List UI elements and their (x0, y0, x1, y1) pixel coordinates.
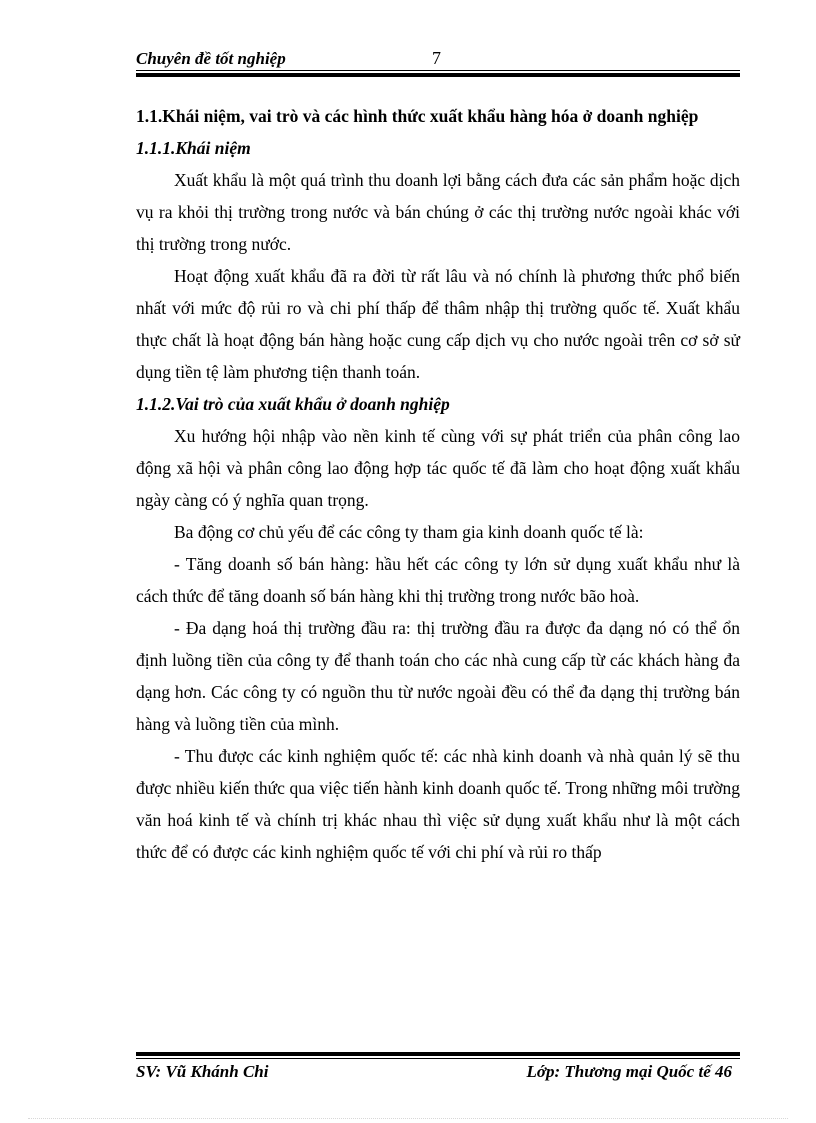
page-number: 7 (432, 48, 441, 68)
bullet-paragraph: - Tăng doanh số bán hàng: hầu hết các công ty lớn sử dụng xuất khẩu như là cách thức để tăng doanh số bán hàng khi thị trường trong nước bão hoà. (136, 554, 740, 606)
header-title: Chuyên đề tốt nghiệp (136, 49, 286, 68)
header-rule-thick (136, 73, 740, 77)
header-rule-thin (136, 70, 740, 71)
footer-rule-thin (136, 1058, 740, 1059)
paragraph: Xu hướng hội nhập vào nền kinh tế cùng với sự phát triển của phân công lao động xã hội và phân công lao động hợp tác quốc tế đã làm cho hoạt động xuất khẩu ngày càng có ý nghĩa quan trọng. (136, 426, 740, 510)
paragraph: Ba động cơ chủ yếu để các công ty tham gia kinh doanh quốc tế là: (174, 522, 644, 542)
page-header (136, 48, 740, 70)
paragraph: Hoạt động xuất khẩu đã ra đời từ rất lâu và nó chính là phương thức phổ biến nhất với mức độ rủi ro và chi phí thấp để thâm nhập thị trường quốc tế. Xuất khẩu thực chất là hoạt động bán hàng hoặc cung cấp dịch vụ cho nước ngoài trên cơ sở sử dụng tiền tệ làm phương tiện thanh toán. (136, 266, 740, 382)
page-bottom-dotted-border (28, 1118, 788, 1119)
subsection-heading-role: 1.1.2.Vai trò của xuất khẩu ở doanh nghiệp (136, 394, 450, 414)
section-heading: 1.1.Khái niệm, vai trò và các hình thức xuất khẩu hàng hóa ở doanh nghiệp (136, 106, 699, 126)
subsection-heading-concept: 1.1.1.Khái niệm (136, 138, 251, 158)
footer-class: Lớp: Thương mại Quốc tế 46 (526, 1062, 732, 1081)
page-body (136, 100, 740, 868)
footer-student: SV: Vũ Khánh Chi (136, 1062, 269, 1081)
bullet-paragraph: - Đa dạng hoá thị trường đầu ra: thị trường đầu ra được đa dạng nó có thể ổn định luồng tiền của công ty để thanh toán cho các nhà cung cấp từ các khách hàng đa dạng hơn. Các công ty có nguồn thu từ nước ngoài đều có thể đa dạng thị trường bán hàng và luồng tiền của mình. (136, 618, 740, 734)
paragraph: Xuất khẩu là một quá trình thu doanh lợi bằng cách đưa các sản phẩm hoặc dịch vụ ra khỏi thị trường trong nước và bán chúng ở các thị trường nước ngoài khác với thị trường trong nước. (136, 170, 740, 254)
footer-rule-thick (136, 1052, 740, 1056)
bullet-paragraph: - Thu được các kinh nghiệm quốc tế: các nhà kinh doanh và nhà quản lý sẽ thu được nhiều kiến thức qua việc tiến hành kinh doanh quốc tế. Trong những môi trường văn hoá kinh tế và chính trị khác nhau thì việc sử dụng xuất khẩu như là một cách thức để có được các kinh nghiệm quốc tế với chi phí và rủi ro thấp (136, 746, 740, 862)
